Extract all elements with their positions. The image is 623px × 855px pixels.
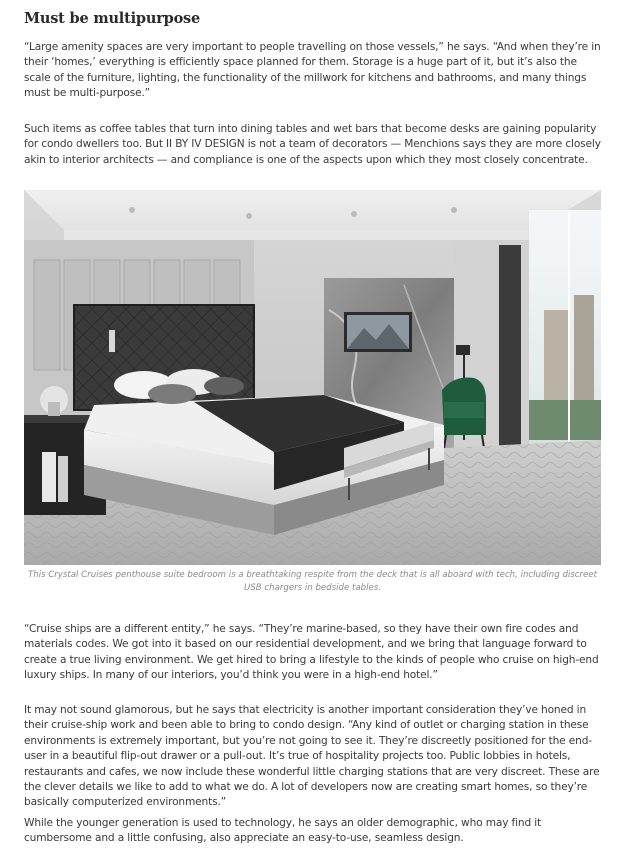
article-paragraph: While the younger generation is used to technology, he says an older demographic, who may find it cumbersome and a little confusing, also appreciate an easy-to-use, seamless design.: [24, 817, 542, 845]
section-heading: Must be multipurpose: [24, 10, 201, 27]
article-paragraph: It may not sound glamorous, but he says that electricity is another important consideration they’ve honed in their cruise-ship work and been able to bring to condo design. “Any kind of outlet or charging station in these environments is extremely important, but you’re not going to see it. They’re discreetly positioned for the end-user in a beautiful flip-out drawer or a pull-out. It’s true of hospitality projects too. Public lobbies in hotels, restaurants and cafes, we now include these wonderful little charging stations that are very discreet. These are the clever details we like to add to what we do. A lot of developers now are creating smart homes, so they’re basically computerized environments.”: [24, 704, 600, 809]
article-paragraph: Such items as coffee tables that turn into dining tables and wet bars that become desks are gaining popularity for condo dwellers too. But II BY IV DESIGN is not a team of decorators — Menchions says they are more closely akin to interior architects — and compliance is one of the aspects upon which they most closely concentrate.: [24, 123, 601, 166]
article-paragraph: “Cruise ships are a different entity,” he says. “They’re marine-based, so they have their own fire codes and materials codes. We got into it based on our residential development, and we bring that language forward to create a true living environment. We get hired to bring a lifestyle to the kinds of people who cruise on high-end luxury ships. In many of our interiors, you’d think you were in a high-end hotel.”: [24, 623, 599, 682]
bedroom-photo: [24, 190, 601, 565]
article-paragraph: “Large amenity spaces are very important to people travelling on those vessels,” he says. “And when they’re in their ‘homes,’ everything is efficiently space planned for them. Storage is a huge part of it, but it’s also the scale of the furniture, lighting, the functionality of the millwork for kitchens and bathrooms, and many things must be multi-purpose.”: [24, 41, 601, 100]
photo-caption: This Crystal Cruises penthouse suite bedroom is a breathtaking respite from the deck that is all aboard with tech, including discreet USB chargers in bedside tables.: [28, 570, 597, 593]
